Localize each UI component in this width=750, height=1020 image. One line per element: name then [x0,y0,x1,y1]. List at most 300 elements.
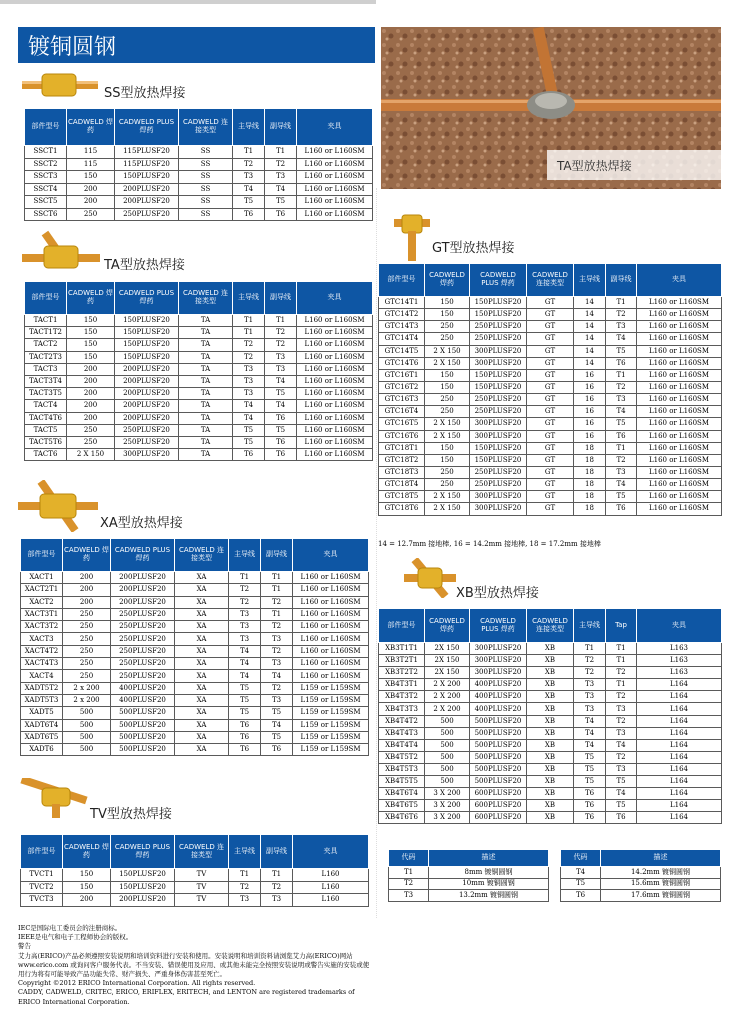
table-cell: T6 [233,208,265,221]
table-cell: L160 or L160SM [293,645,369,657]
table-cell: XA [175,633,229,645]
table-cell: 200 [67,400,115,412]
table-cell: T6 [261,744,293,756]
table-cell: GTC18T5 [379,491,425,503]
table-cell: 18 [574,491,606,503]
column-header: 部件型号 [379,264,425,297]
table-cell: 115PLUSF20 [115,158,179,171]
table-cell: L164 [637,715,722,727]
table-row [379,800,722,812]
table-row [379,715,722,727]
table-cell: T3 [574,691,606,703]
table-cell: 300PLUSF20 [470,418,527,430]
column-header: CADWELD 焊药 [425,609,470,643]
table-cell: T2 [229,584,261,596]
table-cell: 14 [574,309,606,321]
table-cell: L160 or L160SM [297,388,373,400]
table-cell: L160 or L160SM [297,339,373,351]
table-cell: T5 [606,345,637,357]
table-cell: T5 [561,878,601,890]
table-cell: L159 or L159SM [293,719,369,731]
table-row [379,491,722,503]
column-header: CADWELD 连接类型 [179,282,233,315]
table-cell: 300PLUSF20 [470,491,527,503]
table-cell: 200 [63,894,111,907]
table-cell: 150 [425,309,470,321]
table-cell: XB [527,667,574,679]
column-header: CADWELD 连接类型 [179,109,233,146]
table-cell: 16 [574,381,606,393]
xa-table [20,538,369,756]
table-cell: T1 [265,315,297,327]
table-cell: 2 X 150 [425,357,470,369]
table-cell: GT [527,297,574,309]
table-row [25,171,373,184]
table-row [379,763,722,775]
table-cell: T6 [229,731,261,743]
table-cell: T4 [606,406,637,418]
table-cell: TA [179,375,233,387]
table-cell: SSCT3 [25,171,67,184]
table-cell: L164 [637,739,722,751]
table-cell: SSCT2 [25,158,67,171]
table-cell: T4 [574,727,606,739]
table-cell: T4 [606,739,637,751]
table-row [389,867,549,879]
table-cell: GT [527,479,574,491]
table-cell: L160 or L160SM [293,596,369,608]
table-cell: GT [527,394,574,406]
table-row [379,381,722,393]
table-cell: XADT5T3 [21,694,63,706]
column-header: 副导线 [261,835,293,869]
table-cell: XA [175,608,229,620]
column-header: CADWELD 连接类型 [527,264,574,297]
table-cell: XA [175,707,229,719]
table-cell: XB4T3T3 [379,703,425,715]
table-cell: XB [527,788,574,800]
column-header: 代码 [561,850,601,867]
table-row [21,633,369,645]
table-cell: 150PLUSF20 [470,381,527,393]
table-row [379,703,722,715]
column-header: CADWELD PLUS 焊药 [470,609,527,643]
table-cell: 3 X 200 [425,800,470,812]
table-cell: T2 [389,878,429,890]
table-row [21,694,369,706]
table-cell: XB [527,763,574,775]
column-header: CADWELD PLUS 焊药 [111,835,175,869]
table-cell: T6 [606,430,637,442]
table-row [379,454,722,466]
table-cell: XB4T6T6 [379,812,425,824]
table-cell: 14 [574,357,606,369]
table-cell: TA [179,412,233,424]
table-row [25,146,373,159]
table-cell: T5 [229,694,261,706]
table-cell: L160 or L160SM [637,381,722,393]
table-cell: GT [527,309,574,321]
table-cell: 2 X 200 [425,691,470,703]
table-cell: GT [527,406,574,418]
table-cell: XB3T2T2 [379,667,425,679]
table-cell: T5 [233,436,265,448]
table-cell: 250PLUSF20 [111,608,175,620]
table-row [21,881,369,894]
gt-table [378,263,722,516]
table-cell: L160 or L160SM [297,424,373,436]
table-cell: T5 [233,424,265,436]
table-cell: XB [527,655,574,667]
table-cell: XADT6 [21,744,63,756]
table-cell: T1 [606,297,637,309]
photo-caption: TA型放热焊接 [547,150,721,180]
table-row [379,751,722,763]
table-cell: GTC16T3 [379,394,425,406]
table-cell: SS [179,171,233,184]
table-cell: 300PLUSF20 [470,503,527,515]
table-cell: 200 [67,375,115,387]
table-cell: 150PLUSF20 [470,369,527,381]
table-cell: XB [527,679,574,691]
table-cell: 2 X 150 [67,449,115,461]
table-row [379,418,722,430]
table-cell: TACT3T4 [25,375,67,387]
table-cell: 250PLUSF20 [470,394,527,406]
table-cell: T6 [574,788,606,800]
table-cell: TACT4T6 [25,412,67,424]
table-cell: 150PLUSF20 [470,442,527,454]
table-cell: 300PLUSF20 [115,449,179,461]
table-cell: L160 or L160SM [297,146,373,159]
table-cell: 2X 150 [425,667,470,679]
table-cell: SS [179,146,233,159]
table-cell: T3 [233,363,265,375]
ta-fitting-icon [22,228,100,280]
table-cell: XACT3T1 [21,608,63,620]
table-cell: L160 or L160SM [293,608,369,620]
table-cell: XADT5 [21,707,63,719]
table-cell: T4 [265,400,297,412]
table-cell: T2 [606,751,637,763]
table-cell: L160 or L160SM [637,394,722,406]
table-row [379,297,722,309]
table-cell: L160 or L160SM [637,297,722,309]
table-cell: T4 [606,333,637,345]
table-cell: 250PLUSF20 [111,633,175,645]
table-cell: L160 or L160SM [297,351,373,363]
table-cell: 200PLUSF20 [115,196,179,209]
table-cell: TVCT3 [21,894,63,907]
table-cell: T2 [261,596,293,608]
table-cell: GT [527,503,574,515]
table-cell: XA [175,719,229,731]
table-cell: T2 [606,454,637,466]
table-cell: L160 or L160SM [297,375,373,387]
table-cell: T4 [261,670,293,682]
table-cell: T4 [229,658,261,670]
table-cell: 2X 150 [425,643,470,655]
table-cell: 200PLUSF20 [115,400,179,412]
table-row [379,321,722,333]
table-cell: 500PLUSF20 [470,751,527,763]
table-cell: 400PLUSF20 [111,694,175,706]
table-row [25,424,373,436]
table-cell: T3 [261,658,293,670]
table-cell: TA [179,327,233,339]
table-cell: GT [527,381,574,393]
table-cell: 200PLUSF20 [115,412,179,424]
column-header: 夹具 [293,835,369,869]
table-cell: 150PLUSF20 [111,869,175,882]
table-cell: L164 [637,812,722,824]
table-cell: T3 [261,694,293,706]
table-cell: 200 [63,584,111,596]
table-cell: XB [527,751,574,763]
table-cell: L163 [637,667,722,679]
table-cell: T1 [261,572,293,584]
table-cell: T6 [574,800,606,812]
table-cell: XB4T5T3 [379,763,425,775]
table-cell: T5 [606,776,637,788]
table-cell: L160 or L160SM [297,363,373,375]
table-cell: GTC14T6 [379,357,425,369]
table-cell: T2 [265,327,297,339]
table-row [561,878,721,890]
column-header: 主导线 [233,109,265,146]
table-cell: TA [179,351,233,363]
table-cell: 18 [574,503,606,515]
table-cell: XADT5T2 [21,682,63,694]
table-cell: 115 [67,158,115,171]
column-header: 副导线 [606,264,637,297]
table-cell: 2 x 200 [63,682,111,694]
column-header: CADWELD PLUS 焊药 [115,282,179,315]
footer [18,924,373,1007]
table-cell: TA [179,315,233,327]
table-row [561,867,721,879]
table-cell: 200 [67,196,115,209]
table-cell: 400PLUSF20 [470,679,527,691]
table-cell: XA [175,596,229,608]
table-cell: T5 [574,763,606,775]
table-cell: 150 [63,881,111,894]
table-cell: TACT6 [25,449,67,461]
table-cell: XA [175,584,229,596]
table-cell: 250 [63,670,111,682]
table-cell: 200PLUSF20 [115,388,179,400]
table-cell: 150 [425,297,470,309]
table-cell: T1 [261,584,293,596]
table-cell: 250PLUSF20 [115,424,179,436]
table-cell: 150 [425,381,470,393]
column-header: 描述 [601,850,721,867]
table-cell: T4 [574,715,606,727]
footer-trademarks: CADDY, CADWELD, CRITEC, ERICO, ERIFLEX, ERITECH, and LENTON are registered trademarks of ERICO International Corporation. [18,988,355,1006]
table-cell: 2 X 200 [425,703,470,715]
table-cell: L160 or L160SM [297,171,373,184]
column-header: 部件型号 [25,282,67,315]
table-cell: 250 [425,406,470,418]
table-cell: 200PLUSF20 [111,596,175,608]
table-cell: XACT4 [21,670,63,682]
table-row [379,430,722,442]
table-cell: 200PLUSF20 [115,183,179,196]
table-row [21,869,369,882]
table-cell: XA [175,621,229,633]
table-cell: L160 or L160SM [293,621,369,633]
column-header: CADWELD PLUS 焊药 [115,109,179,146]
column-header: 主导线 [574,264,606,297]
table-cell: 2X 150 [425,655,470,667]
column-header: 副导线 [261,539,293,572]
table-cell: 250PLUSF20 [111,658,175,670]
column-header: 部件型号 [21,835,63,869]
table-cell: L160 or L160SM [637,333,722,345]
table-cell: T4 [606,788,637,800]
table-row [25,436,373,448]
table-cell: T1 [229,572,261,584]
table-cell: L159 or L159SM [293,707,369,719]
table-cell: T2 [606,381,637,393]
column-header: CADWELD PLUS 焊药 [111,539,175,572]
table-row [379,788,722,800]
table-cell: GT [527,442,574,454]
table-cell: 300PLUSF20 [470,430,527,442]
table-cell: T4 [233,400,265,412]
table-cell: 250PLUSF20 [470,321,527,333]
table-cell: T1 [261,608,293,620]
table-cell: TA [179,363,233,375]
table-cell: L160 or L160SM [293,670,369,682]
table-cell: L160 or L160SM [637,345,722,357]
xa-fitting-icon [18,480,98,536]
table-cell: XA [175,670,229,682]
table-cell: XB3T2T1 [379,655,425,667]
table-cell: T5 [265,388,297,400]
table-cell: TA [179,339,233,351]
table-cell: GTC18T3 [379,466,425,478]
table-cell: T4 [233,183,265,196]
table-cell: T4 [606,479,637,491]
table-cell: L160 or L160SM [297,158,373,171]
table-row [379,369,722,381]
table-row [21,608,369,620]
table-cell: XACT2T1 [21,584,63,596]
table-cell: T1 [233,327,265,339]
table-cell: 16 [574,418,606,430]
table-cell: 250 [425,321,470,333]
table-cell: T3 [574,679,606,691]
table-cell: T3 [574,703,606,715]
column-header: 副导线 [265,282,297,315]
table-cell: TA [179,388,233,400]
table-cell: L163 [637,643,722,655]
table-cell: GT [527,491,574,503]
column-header: 主导线 [229,835,261,869]
table-cell: 250 [67,424,115,436]
table-row [379,442,722,454]
table-cell: T2 [265,339,297,351]
table-cell: 18 [574,466,606,478]
gt-title: GT型放热焊接 [432,241,515,256]
table-cell: L164 [637,788,722,800]
table-cell: 115 [67,146,115,159]
table-cell: TACT1T2 [25,327,67,339]
table-cell: L164 [637,776,722,788]
table-row [379,727,722,739]
ss-title: SS型放热焊接 [104,86,186,101]
table-cell: T5 [265,196,297,209]
code-table-right [560,849,721,902]
table-cell: 150 [67,327,115,339]
table-cell: TV [175,869,229,882]
table-row [25,449,373,461]
xa-title: XA型放热焊接 [100,516,183,531]
table-row [21,731,369,743]
table-cell: 500 [425,739,470,751]
table-cell: L160 or L160SM [293,572,369,584]
xb-title: XB型放热焊接 [456,586,539,601]
table-cell: T1 [265,146,297,159]
column-header: 夹具 [637,264,722,297]
table-cell: T5 [606,418,637,430]
table-cell: T3 [261,894,293,907]
table-cell: T4 [229,645,261,657]
table-cell: T5 [261,731,293,743]
table-row [25,400,373,412]
column-header: 描述 [429,850,549,867]
table-cell: T4 [574,739,606,751]
table-cell: 15.6mm 镀铜圆钢 [601,878,721,890]
table-cell: L160 or L160SM [637,491,722,503]
table-cell: L164 [637,763,722,775]
tv-fitting-icon [20,778,88,822]
table-cell: T3 [265,351,297,363]
ta-weld-photo [381,27,721,189]
table-cell: TACT3T5 [25,388,67,400]
table-cell: T6 [265,208,297,221]
table-cell: T3 [606,466,637,478]
table-cell: XACT4T2 [21,645,63,657]
table-cell: 14 [574,321,606,333]
table-cell: L160 or L160SM [293,584,369,596]
table-cell: GT [527,369,574,381]
table-cell: T2 [606,715,637,727]
table-cell: 500PLUSF20 [470,715,527,727]
table-cell: 250PLUSF20 [470,406,527,418]
table-cell: T6 [561,890,601,902]
table-cell: TACT2 [25,339,67,351]
table-row [379,691,722,703]
table-cell: GTC16T6 [379,430,425,442]
table-cell: 400PLUSF20 [470,703,527,715]
table-cell: 150 [67,315,115,327]
table-cell: T3 [229,633,261,645]
table-cell: T2 [606,691,637,703]
table-cell: GT [527,418,574,430]
column-header: 副导线 [265,109,297,146]
table-cell: 250PLUSF20 [470,333,527,345]
column-header: 部件型号 [21,539,63,572]
table-cell: 150PLUSF20 [470,309,527,321]
table-cell: L163 [637,655,722,667]
table-cell: 2 X 150 [425,418,470,430]
table-cell: 16 [574,406,606,418]
table-cell: T6 [606,503,637,515]
table-cell: T4 [265,375,297,387]
table-cell: T1 [606,442,637,454]
